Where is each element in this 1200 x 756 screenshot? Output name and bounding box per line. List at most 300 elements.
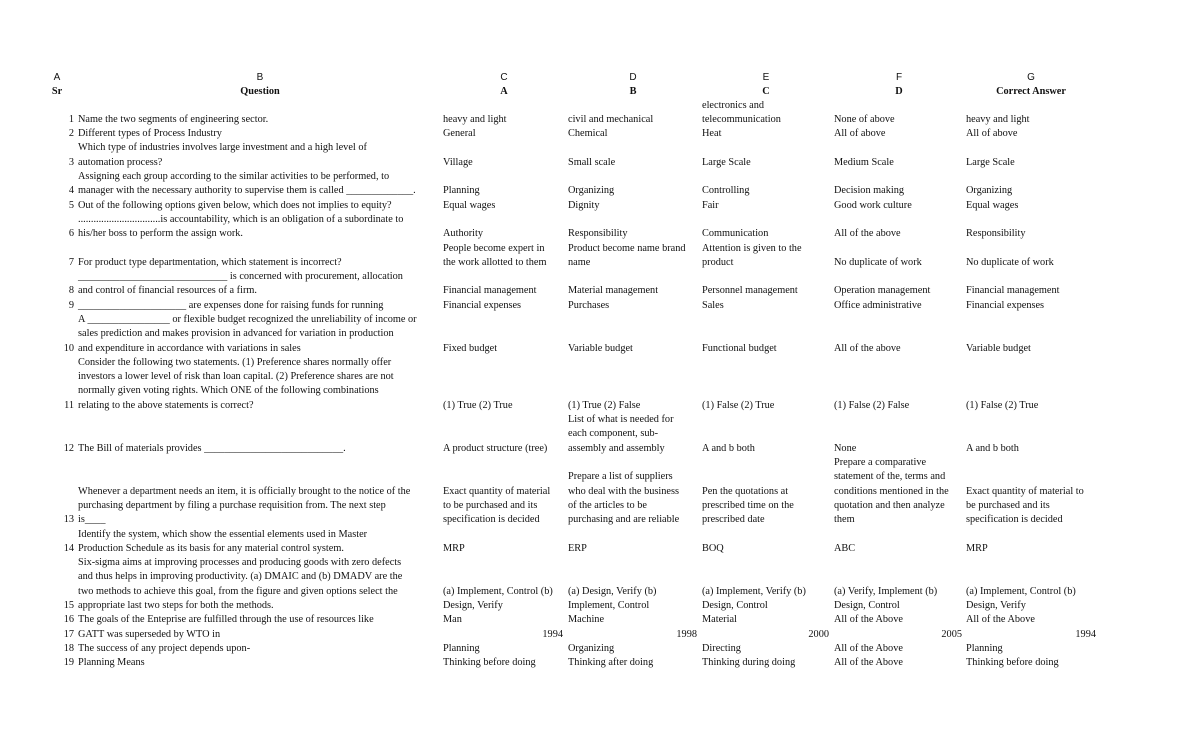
sr-number: 15 [63, 600, 74, 611]
option-a-cell [443, 284, 563, 298]
option-b-cell-line: Machine [568, 614, 605, 626]
option-b-cell-line: Prepare a list of suppliers [568, 471, 673, 483]
option-c-cell-line: Attention is given to the [702, 242, 802, 254]
col-letter-g: G [1027, 72, 1035, 83]
option-d-cell-line: them [834, 514, 855, 526]
option-c-cell [702, 156, 830, 170]
question-cell-line: Consider the following two statements. (1) Preference shares normally offer [78, 356, 392, 368]
correct-answer-cell [966, 542, 1096, 556]
sr-number: 4 [68, 185, 74, 197]
question-cell-line: _____________________ are expenses done for raising funds for running [78, 299, 384, 311]
option-a-cell [443, 242, 563, 271]
option-d-cell-line: No duplicate of work [834, 256, 922, 268]
option-b-cell [577, 628, 697, 642]
header-option-b: B [629, 86, 637, 97]
option-d-cell-line: Decision making [834, 185, 905, 197]
option-b-cell-line: 1998 [676, 628, 697, 640]
option-c-cell [702, 299, 830, 313]
option-b-cell-line: Material management [568, 285, 659, 297]
option-a-cell-line: Financial management [443, 285, 537, 297]
question-cell [78, 127, 440, 141]
sr-number: 16 [63, 614, 74, 626]
option-b-cell-line: Thinking after doing [568, 657, 654, 669]
option-c-cell-line: A and b both [702, 442, 755, 454]
option-d-cell-line: All of the Above [834, 657, 903, 669]
option-a-cell [443, 227, 563, 241]
option-d-cell [834, 127, 962, 141]
option-b-cell-line: List of what is needed for [568, 414, 674, 426]
sr-number: 19 [63, 657, 74, 669]
correct-answer-cell-line: heavy and light [966, 113, 1030, 125]
question-cell-line: The success of any project depends upon- [78, 642, 251, 654]
header-correct-answer: Correct Answer [996, 86, 1066, 97]
option-b-cell-line: Responsibility [568, 228, 628, 240]
question-cell-line: Whenever a department needs an item, it is officially brought to the notice of the [78, 485, 411, 497]
correct-answer-cell-line: Design, Verify [966, 599, 1026, 611]
option-d-cell-line: (a) Verify, Implement (b) [834, 585, 938, 597]
question-cell [78, 613, 440, 627]
option-c-cell [702, 485, 830, 528]
col-letter-b: B [256, 72, 264, 83]
question-cell-line: Identify the system, which show the essential elements used in Master [78, 528, 368, 540]
option-a-cell-line: People become expert in [443, 242, 545, 254]
header-question: Question [240, 86, 280, 97]
question-cell [78, 141, 440, 170]
option-b-cell [568, 184, 698, 198]
option-d-cell [834, 342, 962, 356]
correct-answer-cell-line: All of above [966, 128, 1018, 140]
sr-number: 14 [63, 542, 74, 554]
question-cell-line: Planning Means [78, 657, 145, 669]
question-cell [78, 628, 440, 642]
option-c-cell-line: Thinking during doing [702, 657, 796, 669]
question-cell-line: ................................is accountability, which is an obligation of a subordinate to [78, 213, 404, 225]
correct-answer-cell-line: Equal wages [966, 199, 1019, 211]
option-d-cell-line: quotation and then analyze [834, 499, 945, 511]
option-b-cell [568, 113, 698, 127]
option-b-cell [568, 342, 698, 356]
option-c-cell-line: Large Scale [702, 156, 751, 168]
option-a-cell [443, 184, 563, 198]
option-a-cell-line: (a) Implement, Control (b) [443, 585, 553, 597]
correct-answer-cell [966, 256, 1096, 270]
option-a-cell-line: Village [443, 156, 473, 168]
question-cell [78, 642, 440, 656]
option-b-cell-line: Variable budget [568, 342, 633, 354]
question-cell [78, 313, 440, 356]
question-cell [78, 442, 440, 456]
option-c-cell-line: prescribed time on the [702, 499, 794, 511]
option-b-cell-line: Product become name brand [568, 242, 686, 254]
option-a-cell [443, 442, 563, 456]
option-b-cell-line: Implement, Control [568, 599, 650, 611]
option-b-cell [568, 542, 698, 556]
question-cell-line: relating to the above statements is correct? [78, 399, 254, 411]
sr-number: 5 [68, 199, 74, 211]
option-b-cell-line: purchasing and are reliable [568, 514, 680, 526]
option-a-cell-line: specification is decided [443, 514, 540, 526]
option-a-cell [443, 656, 563, 670]
question-cell [78, 485, 440, 528]
sr-number: 7 [68, 256, 74, 268]
header-option-a: A [500, 86, 508, 97]
option-a-cell [443, 585, 563, 614]
option-c-cell-line: Fair [702, 199, 719, 211]
col-letter-a: A [53, 72, 61, 83]
option-b-cell-line: each component, sub- [568, 428, 659, 440]
option-d-cell [834, 299, 962, 313]
option-c-cell [702, 613, 830, 627]
option-a-cell [443, 542, 563, 556]
question-cell-line: sales prediction and makes provision in advanced for variation in production [78, 328, 394, 340]
correct-answer-cell-line: Responsibility [966, 228, 1026, 240]
option-c-cell [702, 585, 830, 614]
question-cell-line: Assigning each group according to the similar activities to be performed, to [78, 171, 390, 182]
sr-number: 13 [63, 514, 74, 526]
option-c-cell-line: Design, Control [702, 599, 768, 611]
option-c-cell [702, 399, 830, 413]
option-a-cell-line: Design, Verify [443, 599, 503, 611]
option-a-cell-line: MRP [443, 542, 465, 554]
option-a-cell-line: Man [443, 614, 462, 626]
correct-answer-cell-line: MRP [966, 542, 988, 554]
correct-answer-cell [976, 628, 1096, 642]
correct-answer-cell [966, 284, 1096, 298]
header-sr: Sr [51, 86, 63, 97]
correct-answer-cell [966, 613, 1096, 627]
option-b-cell-line: ERP [568, 542, 587, 554]
question-cell-line: purchasing department by filing a purchase requisition from. The next step [78, 499, 386, 511]
question-cell-line: GATT was superseded by WTO in [78, 628, 221, 640]
option-d-cell-line: Prepare a comparative [834, 457, 927, 468]
option-a-cell-line: 1994 [542, 628, 563, 640]
correct-answer-cell [966, 184, 1096, 198]
option-a-cell-line: Exact quantity of material [443, 485, 551, 497]
option-c-cell-line: Directing [702, 642, 741, 654]
option-d-cell-line: None [834, 442, 857, 454]
option-d-cell-line: Operation management [834, 285, 931, 297]
option-c-cell-line: Communication [702, 228, 769, 240]
question-cell [78, 299, 440, 313]
option-b-cell [568, 470, 698, 527]
option-b-cell-line: who deal with the business [568, 485, 679, 497]
correct-answer-cell-line: No duplicate of work [966, 256, 1054, 268]
option-b-cell-line: Small scale [568, 156, 616, 168]
option-b-cell-line: (1) True (2) False [568, 399, 641, 411]
option-c-cell [709, 628, 829, 642]
option-c-cell [702, 284, 830, 298]
option-d-cell-line: None of above [834, 113, 895, 125]
option-b-cell [568, 127, 698, 141]
option-c-cell-line: (a) Implement, Verify (b) [702, 585, 806, 597]
option-b-cell [568, 156, 698, 170]
option-d-cell-line: All of the Above [834, 614, 903, 626]
option-d-cell-line: All of the above [834, 228, 901, 240]
option-d-cell [834, 656, 962, 670]
question-cell [78, 113, 440, 127]
option-a-cell-line: heavy and light [443, 113, 507, 125]
sr-number: 1 [68, 113, 74, 125]
question-cell [78, 556, 440, 613]
option-c-cell-line: BOQ [702, 542, 724, 554]
sr-number: 17 [63, 628, 74, 640]
option-b-cell-line: Purchases [568, 299, 610, 311]
col-letter-d: D [629, 72, 637, 83]
option-b-cell [568, 642, 698, 656]
option-b-cell [568, 399, 698, 413]
option-a-cell [443, 156, 563, 170]
question-cell-line: Which type of industries involves large investment and a high level of [78, 142, 367, 154]
col-letter-e: E [762, 72, 770, 83]
question-cell [78, 199, 440, 213]
option-d-cell [834, 542, 962, 556]
question-cell-line: two methods to achieve this goal, from the figure and given options select the [78, 585, 398, 597]
option-a-cell [443, 613, 563, 627]
option-a-cell [443, 399, 563, 413]
option-d-cell-line: All of above [834, 128, 886, 140]
correct-answer-cell [966, 227, 1096, 241]
option-d-cell [834, 399, 962, 413]
option-a-cell [443, 299, 563, 313]
option-c-cell-line: telecommunication [702, 113, 781, 125]
option-b-cell [568, 299, 698, 313]
option-d-cell [834, 642, 962, 656]
option-a-cell [443, 127, 563, 141]
option-d-cell [834, 456, 962, 527]
correct-answer-cell-line: Planning [966, 642, 1003, 654]
correct-answer-cell-line: (a) Implement, Control (b) [966, 585, 1076, 597]
option-a-cell-line: Authority [443, 228, 484, 240]
question-cell-line: and control of financial resources of a firm. [78, 285, 257, 297]
question-cell-line: Six-sigma aims at improving processes and producing goods with zero defects [78, 557, 402, 569]
option-c-cell [702, 542, 830, 556]
option-d-cell-line: statement of the, terms and [834, 471, 946, 483]
option-a-cell [443, 199, 563, 213]
option-a-cell-line: Thinking before doing [443, 657, 536, 669]
correct-answer-cell-line: Organizing [966, 185, 1013, 197]
option-c-cell-line: Pen the quotations at [702, 485, 789, 497]
option-b-cell-line: Organizing [568, 642, 615, 654]
correct-answer-cell [966, 127, 1096, 141]
option-b-cell-line: Dignity [568, 199, 600, 211]
option-b-cell [568, 585, 698, 614]
correct-answer-cell [966, 442, 1096, 456]
option-c-cell-line: Sales [702, 299, 724, 311]
option-d-cell [842, 628, 962, 642]
question-cell [78, 170, 440, 199]
question-cell-line: For product type departmentation, which statement is incorrect? [78, 256, 342, 268]
sr-number: 3 [68, 156, 74, 168]
option-d-cell-line: Medium Scale [834, 156, 894, 168]
option-b-cell-line: Organizing [568, 185, 615, 197]
correct-answer-cell [966, 399, 1096, 413]
option-d-cell [834, 227, 962, 241]
option-c-cell [702, 184, 830, 198]
option-a-cell-line: Planning [443, 185, 480, 197]
option-c-cell [702, 99, 830, 128]
correct-answer-cell [966, 342, 1096, 356]
option-c-cell-line: Functional budget [702, 342, 777, 354]
question-cell-line: Out of the following options given below, which does not implies to equity? [78, 199, 392, 211]
option-b-cell [568, 413, 698, 456]
correct-answer-cell [966, 585, 1096, 614]
option-a-cell-line: to be purchased and its [443, 499, 538, 511]
correct-answer-cell-line: specification is decided [966, 514, 1063, 526]
option-c-cell-line: 2000 [808, 628, 829, 640]
option-d-cell-line: All of the Above [834, 642, 903, 654]
option-b-cell-line: civil and mechanical [568, 113, 654, 125]
question-cell-line: automation process? [78, 156, 163, 168]
correct-answer-cell-line: All of the Above [966, 614, 1035, 626]
option-b-cell-line: assembly and assembly [568, 442, 665, 454]
correct-answer-cell-line: 1994 [1075, 628, 1096, 640]
option-a-cell-line: Financial expenses [443, 299, 522, 311]
sr-number: 18 [63, 642, 74, 654]
option-d-cell [834, 199, 962, 213]
option-c-cell [702, 199, 830, 213]
question-cell [78, 213, 440, 242]
question-cell-line: investors a lower level of risk than loan capital. (2) Preference shares are not [78, 371, 394, 383]
correct-answer-cell [966, 299, 1096, 313]
option-c-cell [702, 342, 830, 356]
option-d-cell-line: conditions mentioned in the [834, 485, 949, 497]
question-cell [78, 656, 440, 670]
question-cell-line: and expenditure in accordance with variations in sales [78, 342, 301, 354]
option-c-cell-line: product [702, 256, 734, 268]
correct-answer-cell-line: Large Scale [966, 156, 1015, 168]
question-cell-line: is____ [78, 514, 106, 526]
option-d-cell [834, 256, 962, 270]
correct-answer-cell-line: be purchased and its [966, 499, 1050, 511]
correct-answer-cell-line: Exact quantity of material to [966, 485, 1084, 497]
option-c-cell-line: Material [702, 614, 737, 626]
option-a-cell [443, 642, 563, 656]
sr-number: 11 [64, 399, 74, 411]
option-c-cell [702, 642, 830, 656]
correct-answer-cell [966, 199, 1096, 213]
correct-answer-cell [966, 113, 1096, 127]
option-d-cell-line: (1) False (2) False [834, 399, 910, 411]
option-d-cell [834, 613, 962, 627]
option-c-cell-line: Personnel management [702, 285, 798, 297]
option-d-cell-line: Good work culture [834, 199, 912, 211]
option-a-cell-line: Fixed budget [443, 342, 498, 354]
option-c-cell-line: Controlling [702, 185, 750, 197]
question-cell [78, 270, 440, 299]
option-d-cell-line: 2005 [941, 628, 962, 640]
option-d-cell-line: All of the above [834, 342, 901, 354]
question-cell-line: and thus helps in improving productivity. (a) DMAIC and (b) DMADV are the [78, 571, 403, 583]
header-option-d: D [895, 86, 903, 97]
option-c-cell-line: electronics and [702, 99, 765, 111]
option-a-cell-line: the work allotted to them [443, 256, 547, 268]
sr-number: 6 [68, 228, 74, 240]
question-cell-line: manager with the necessary authority to supervise them is called _____________. [78, 185, 416, 197]
sr-number: 2 [68, 128, 74, 140]
option-a-cell [443, 342, 563, 356]
option-b-cell [568, 227, 698, 241]
option-b-cell-line: Chemical [568, 128, 608, 140]
sr-number: 12 [63, 442, 74, 454]
option-c-cell-line: Heat [702, 128, 722, 140]
header-option-c: C [762, 86, 770, 97]
question-cell-line: his/her boss to perform the assign work. [78, 228, 244, 240]
option-d-cell [834, 184, 962, 198]
option-d-cell-line: Office administrative [834, 299, 922, 311]
option-b-cell [568, 242, 698, 271]
correct-answer-cell [966, 656, 1096, 670]
question-cell-line: The goals of the Enteprise are fulfilled through the use of resources like [78, 614, 374, 626]
option-b-cell-line: name [568, 256, 591, 268]
option-c-cell [702, 242, 830, 271]
option-a-cell [443, 628, 563, 642]
question-cell-line: Production Schedule as its basis for any material control system. [78, 542, 344, 554]
option-d-cell [834, 585, 962, 614]
sr-number: 8 [68, 285, 74, 297]
option-b-cell [568, 284, 698, 298]
option-b-cell [568, 199, 698, 213]
question-cell-line: Different types of Process Industry [78, 128, 222, 140]
option-d-cell-line: Design, Control [834, 599, 900, 611]
question-cell [78, 356, 440, 413]
option-c-cell-line: prescribed date [702, 514, 765, 526]
correct-answer-cell [966, 156, 1096, 170]
correct-answer-cell-line: Variable budget [966, 342, 1031, 354]
option-b-cell [568, 656, 698, 670]
correct-answer-cell [966, 485, 1096, 528]
option-c-cell [702, 227, 830, 241]
option-c-cell [702, 127, 830, 141]
sr-number: 10 [63, 342, 74, 354]
option-d-cell-line: ABC [834, 542, 856, 554]
option-a-cell-line: Equal wages [443, 199, 496, 211]
correct-answer-cell-line: A and b both [966, 442, 1019, 454]
question-cell-line: A ________________ or flexible budget recognized the unreliability of income or [78, 314, 417, 325]
option-d-cell [834, 284, 962, 298]
question-cell-line: The Bill of materials provides ___________________________. [78, 442, 346, 454]
correct-answer-cell-line: (1) False (2) True [966, 399, 1039, 411]
option-b-cell-line: of the articles to be [568, 499, 647, 511]
option-b-cell-line: (a) Design, Verify (b) [568, 585, 657, 597]
question-cell-line: appropriate last two steps for both the methods. [78, 599, 274, 611]
option-b-cell [568, 613, 698, 627]
correct-answer-cell-line: Financial expenses [966, 299, 1045, 311]
col-letter-c: C [500, 72, 508, 83]
option-d-cell [834, 156, 962, 170]
option-a-cell-line: A product structure (tree) [443, 442, 548, 454]
option-a-cell-line: General [443, 128, 476, 140]
option-a-cell [443, 113, 563, 127]
col-letter-f: F [895, 72, 903, 83]
option-c-cell-line: (1) False (2) True [702, 399, 775, 411]
question-cell [78, 528, 440, 557]
question-cell-line: normally given voting rights. Which ONE of the following combinations [78, 385, 379, 397]
question-cell [78, 256, 440, 270]
question-cell-line: _____________________________ is concerned with procurement, allocation [78, 271, 403, 283]
correct-answer-cell [966, 642, 1096, 656]
option-a-cell-line: (1) True (2) True [443, 399, 513, 411]
sr-number: 9 [68, 299, 74, 311]
correct-answer-cell-line: Financial management [966, 285, 1060, 297]
correct-answer-cell-line: Thinking before doing [966, 657, 1059, 669]
option-d-cell [834, 113, 962, 127]
option-c-cell [702, 656, 830, 670]
option-a-cell [443, 485, 563, 528]
question-cell-line: Name the two segments of engineering sector. [78, 113, 269, 125]
option-d-cell [834, 442, 962, 456]
option-c-cell [702, 442, 830, 456]
option-a-cell-line: Planning [443, 642, 480, 654]
